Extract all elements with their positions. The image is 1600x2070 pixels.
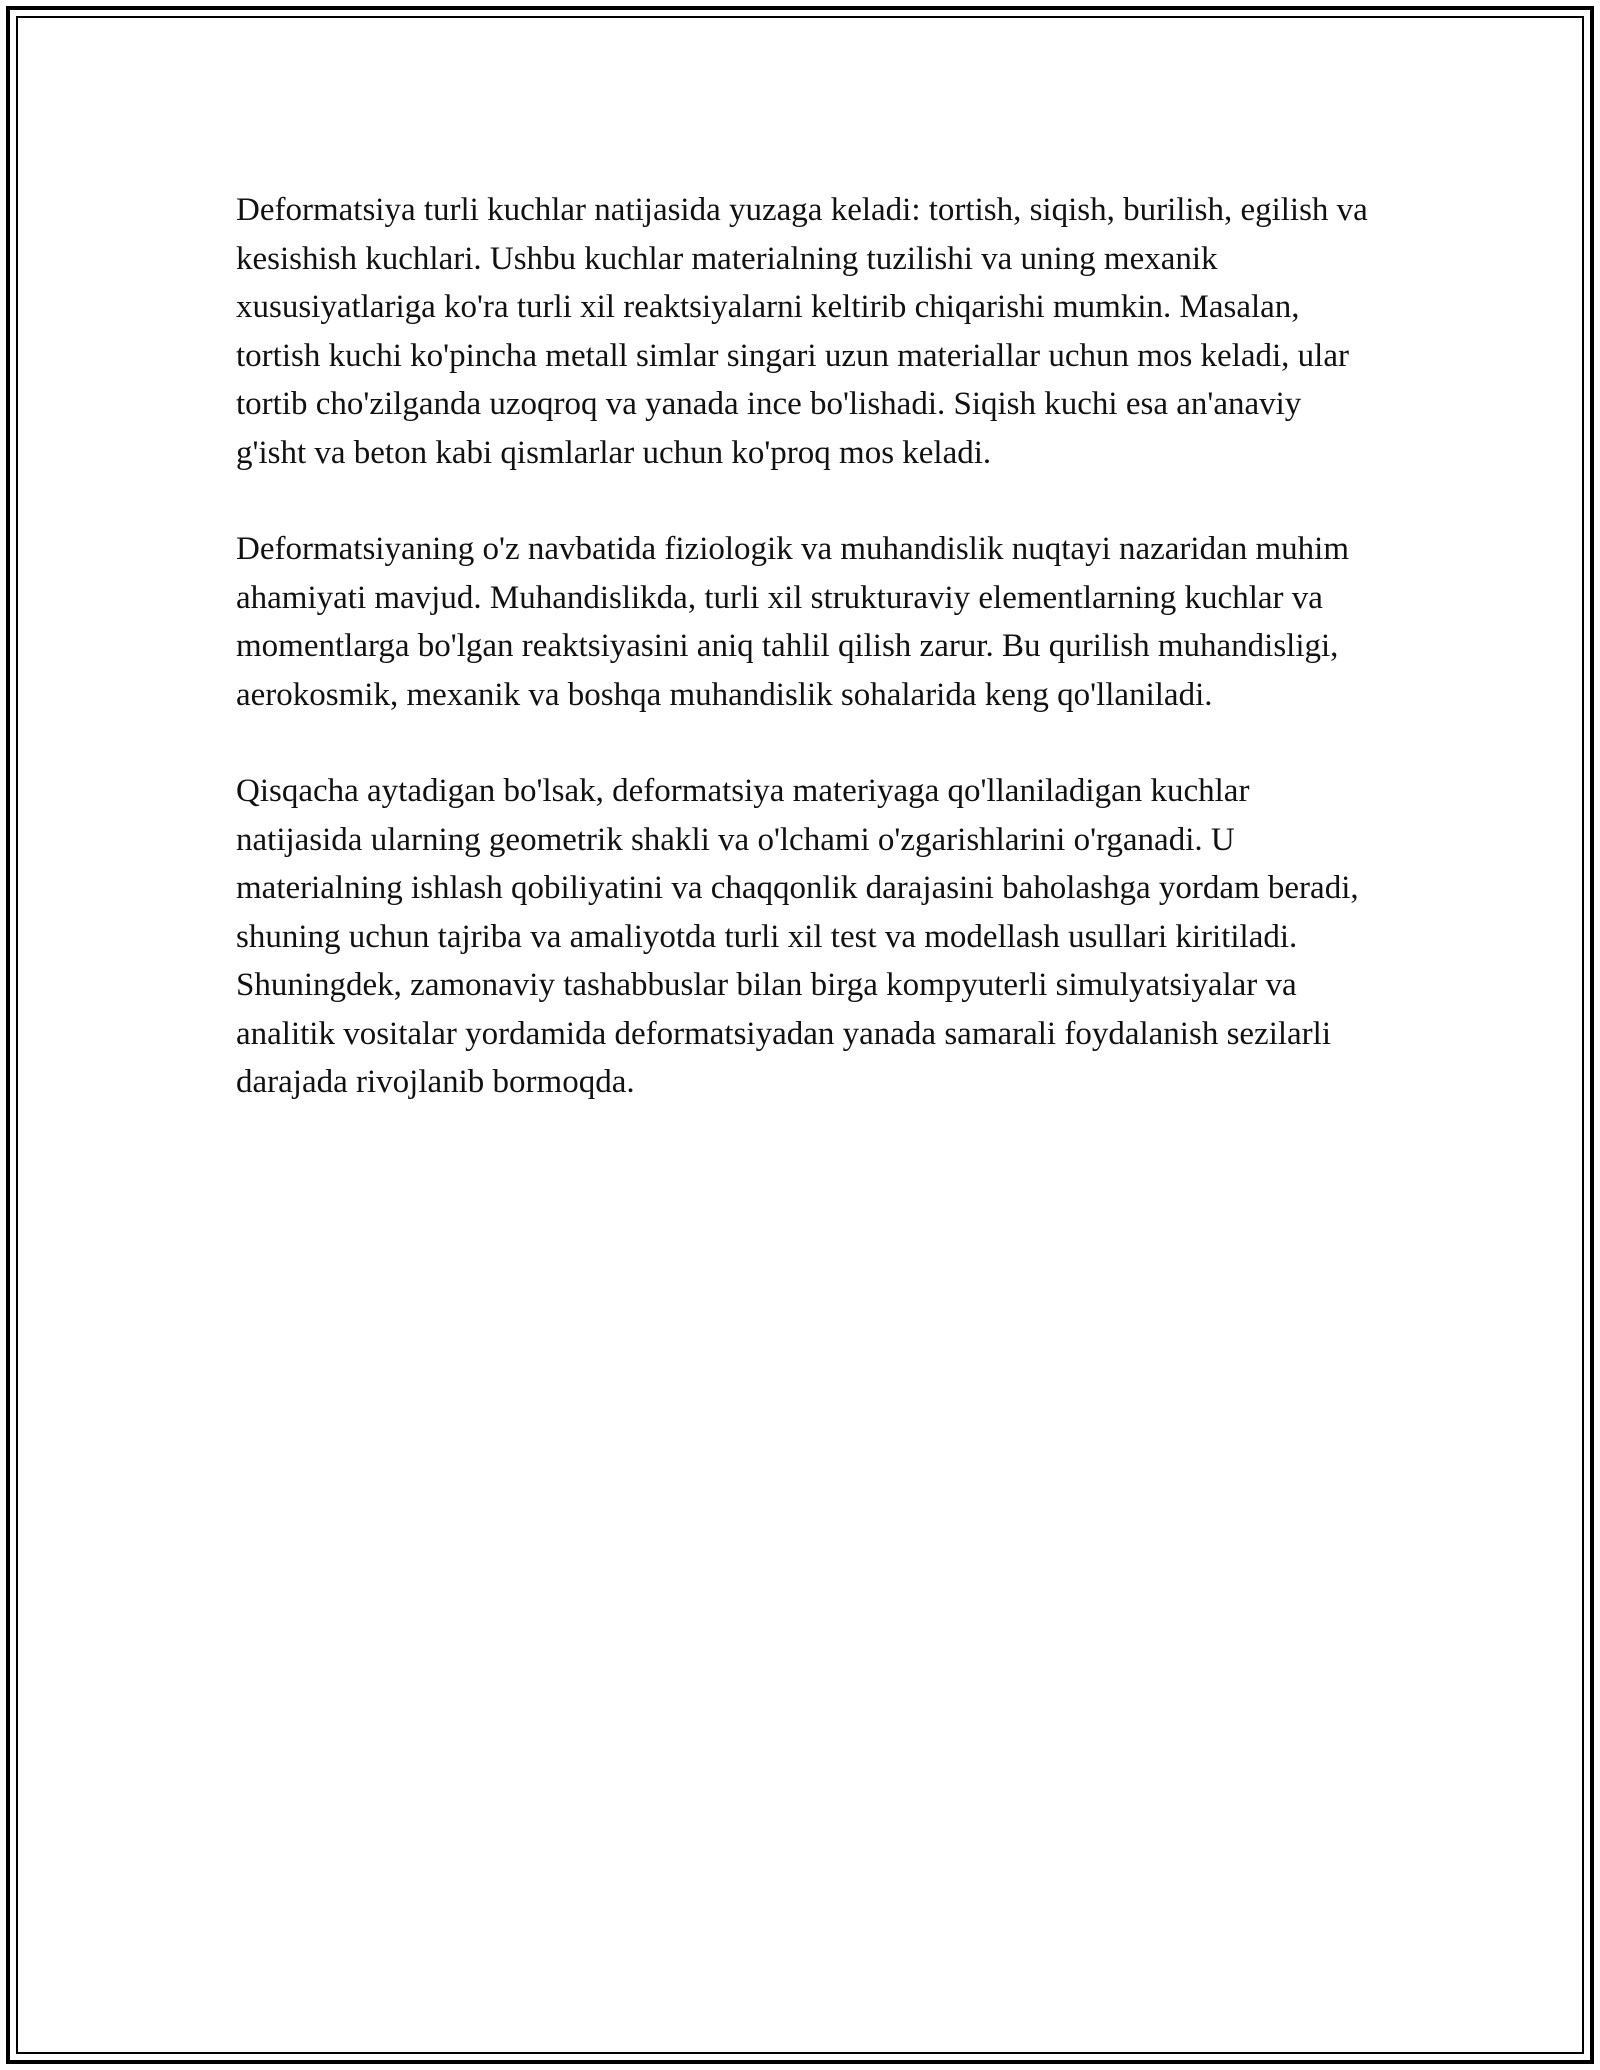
paragraph-2: Deformatsiyaning o'z navbatida fiziologik va muhandislik nuqtayi nazaridan muhim ahamiyati mavjud. Muhandislikda, turli xil strukturaviy elementlarning kuchlar va momentlarga bo'lgan reaktsiyasini aniq tahlil qilish zarur. Bu qurilish muhandisligi, aerokosmik, mexanik va boshqa muhandislik sohalarida keng qo'llaniladi.: [236, 531, 1349, 713]
paragraph-1: Deformatsiya turli kuchlar natijasida yuzaga keladi: tortish, siqish, burilish, egilish va kesishish kuchlari. Ushbu kuchlar materialning tuzilishi va uning mexanik xususiyatlariga ko'ra turli xil reaktsiyalarni keltirib chiqarishi mumkin. Masalan, tortish kuchi ko'pincha metall simlar singari uzun materiallar uchun mos keladi, ular tortib cho'zilganda uzoqroq va yanada ince bo'lishadi. Siqish kuchi esa an'anaviy g'isht va beton kabi qismlarlar uchun ko'proq mos keladi.: [236, 192, 1368, 471]
document-body: [236, 186, 1376, 1107]
paragraph-3: Qisqacha aytadigan bo'lsak, deformatsiya materiyaga qo'llaniladigan kuchlar natijasida ularning geometrik shakli va o'lchami o'zgarishlarini o'rganadi. U materialning ishlash qobiliyatini va chaqqonlik darajasini baholashga yordam beradi, shuning uchun tajriba va amaliyotda turli xil test va modellash usullari kiritiladi. Shuningdek, zamonaviy tashabbuslar bilan birga kompyuterli simulyatsiyalar va analitik vositalar yordamida deformatsiyadan yanada samarali foydalanish sezilarli darajada rivojlanib bormoqda.: [236, 773, 1359, 1100]
